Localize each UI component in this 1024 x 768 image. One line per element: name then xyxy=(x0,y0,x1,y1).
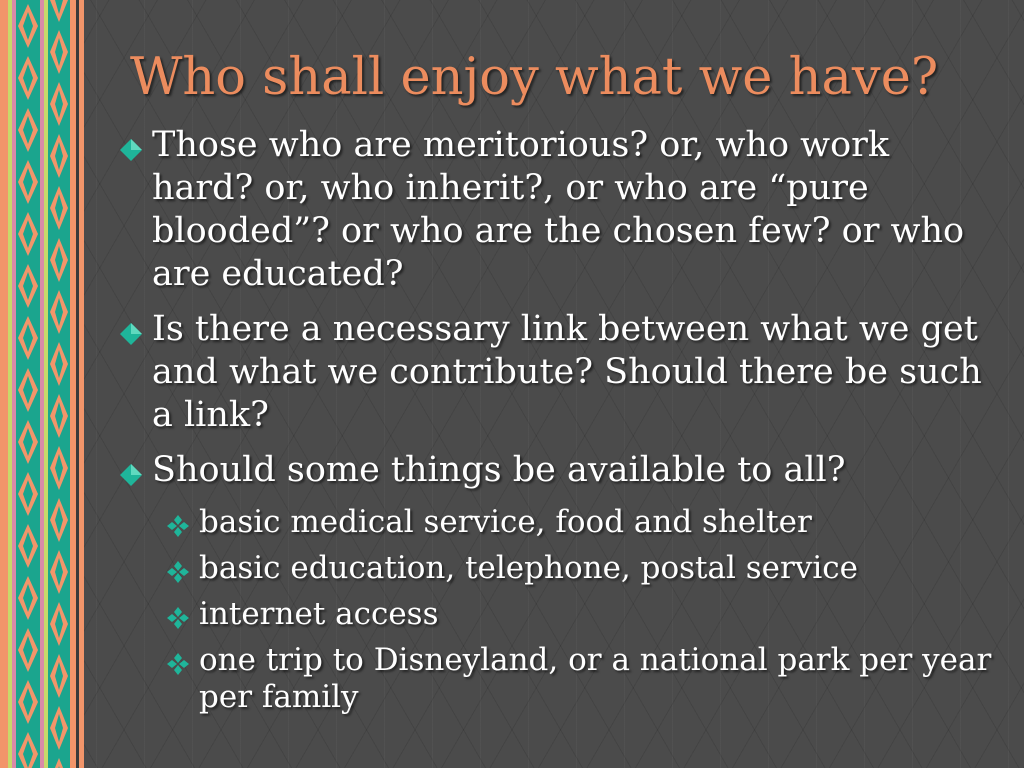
bullet-text: Those who are meritorious? or, who work hard? or, who inherit?, or who are “pure blooded”? or who are the chosen few? or who are educated? xyxy=(152,125,965,294)
bullet-text: Is there a necessary link between what we get and what we contribute? Should there be such a link? xyxy=(152,309,982,435)
sub-bullet-text: basic medical service, food and shelter xyxy=(199,504,812,540)
slide-title: Who shall enjoy what we have? xyxy=(130,48,939,107)
bullet-item xyxy=(114,308,994,437)
four-diamond-bullet-icon xyxy=(166,560,190,584)
diamond-bullet-icon xyxy=(118,321,144,347)
bullet-item xyxy=(114,124,994,296)
sub-bullet-text: one trip to Disneyland, or a national park per year per family xyxy=(199,642,992,715)
bullet-text: Should some things be available to all? xyxy=(152,450,846,490)
decorative-border xyxy=(0,0,88,768)
sub-bullet-text: basic education, telephone, postal service xyxy=(199,550,858,586)
bullet-item xyxy=(114,449,994,492)
border-diamond-pattern xyxy=(0,0,88,768)
slide-body xyxy=(114,124,994,725)
diamond-bullet-icon xyxy=(118,137,144,163)
sub-bullet-item xyxy=(114,504,994,541)
sub-bullet-item xyxy=(114,596,994,633)
sub-bullet-text: internet access xyxy=(199,596,439,632)
four-diamond-bullet-icon xyxy=(166,514,190,538)
sub-bullet-item xyxy=(114,550,994,587)
four-diamond-bullet-icon xyxy=(166,652,190,676)
diamond-bullet-icon xyxy=(118,462,144,488)
sub-bullet-item xyxy=(114,642,994,716)
four-diamond-bullet-icon xyxy=(166,606,190,630)
